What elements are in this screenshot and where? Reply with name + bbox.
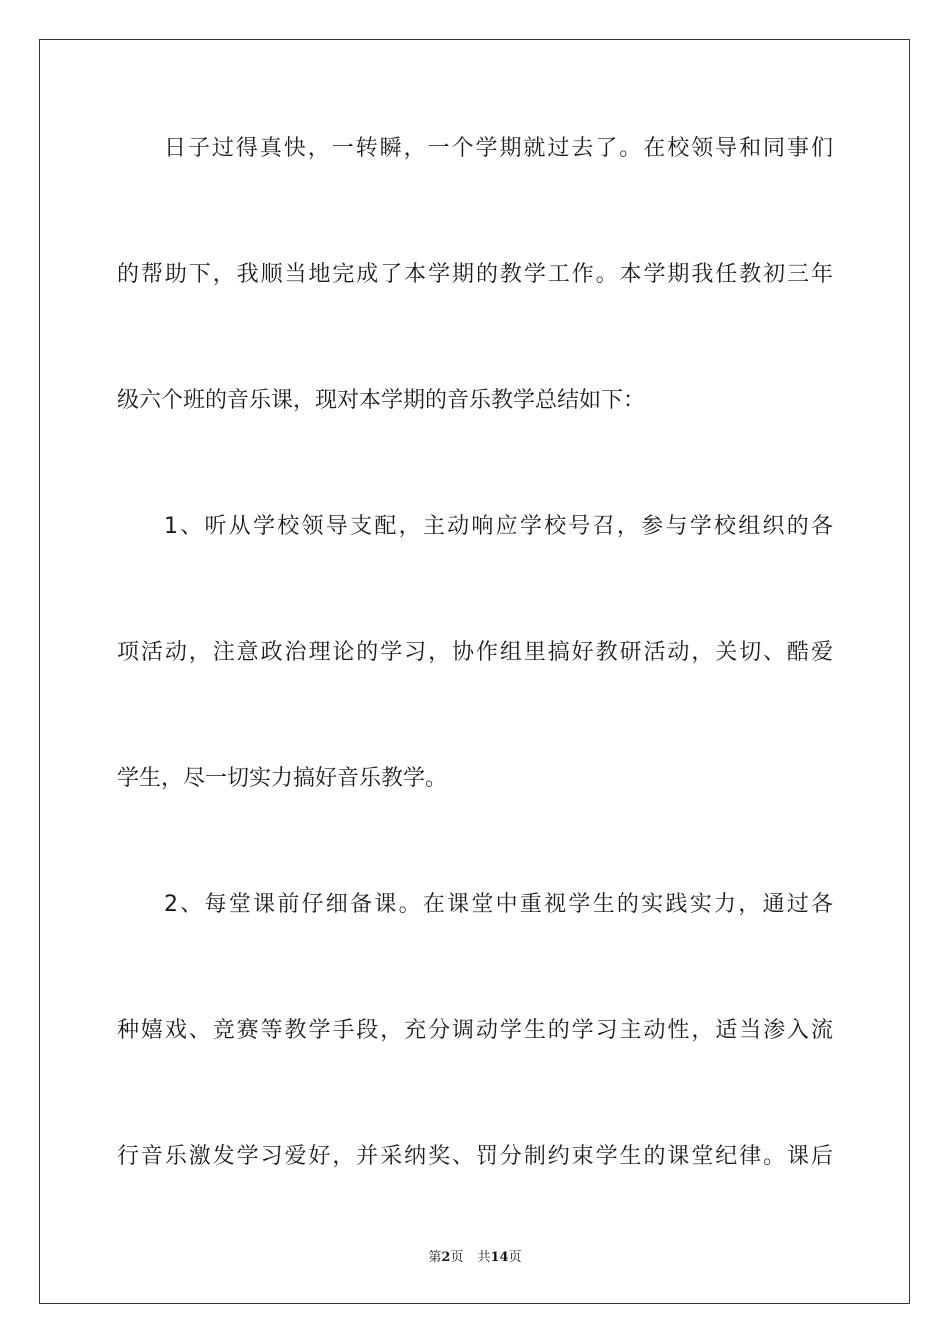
page-number: 2 [441, 1250, 451, 1265]
text-line: 日子过得真快，一转瞬，一个学期就过去了。在校领导和同事们 [164, 136, 833, 161]
text-line: 种嬉戏、竞赛等教学手段，充分调动学生的学习主动性，适当渗入流 [117, 1018, 833, 1043]
text-line: 1、听从学校领导支配，主动响应学校号召，参与学校组织的各 [164, 514, 833, 539]
page-footer [0, 1246, 950, 1265]
page-label-unit: 页 [450, 1250, 464, 1265]
total-label-unit: 页 [508, 1250, 522, 1265]
page-label-prefix: 第 [428, 1250, 442, 1265]
text-line: 的帮助下，我顺当地完成了本学期的教学工作。本学期我任教初三年 [117, 262, 833, 287]
text-line: 2、每堂课前仔细备课。在课堂中重视学生的实践实力，通过各 [164, 892, 833, 917]
text-line: 学生，尽一切实力搞好音乐教学。 [117, 766, 448, 791]
text-line: 项活动，注意政治理论的学习，协作组里搞好教研活动，关切、酷爱 [117, 640, 833, 665]
total-label-prefix: 共 [477, 1250, 491, 1265]
text-line: 行音乐激发学习爱好，并采纳奖、罚分制约束学生的课堂纪律。课后 [117, 1144, 833, 1169]
total-pages: 14 [490, 1250, 509, 1265]
text-line: 级六个班的音乐课，现对本学期的音乐教学总结如下： [117, 388, 646, 413]
document-body [117, 128, 833, 1178]
